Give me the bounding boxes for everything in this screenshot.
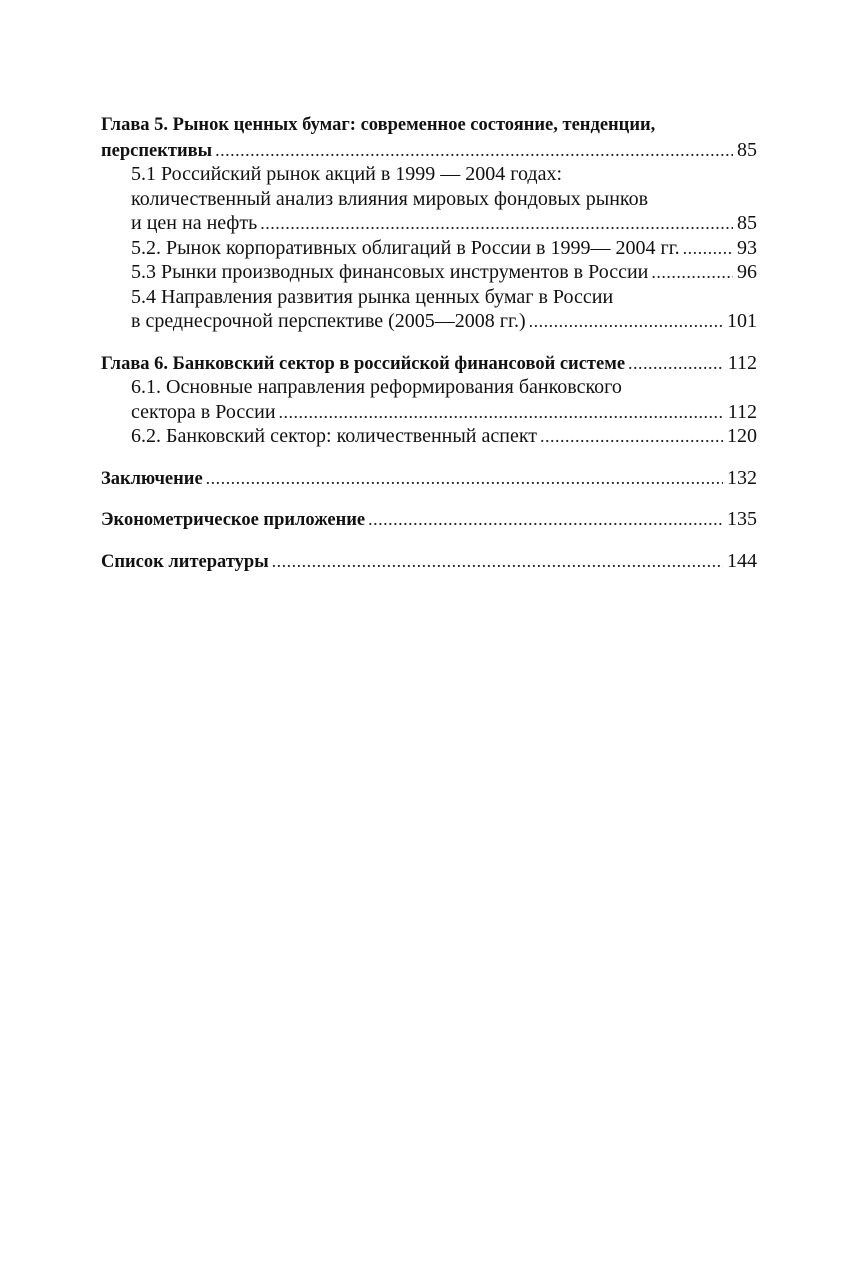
chapter-5-entry[interactable] (101, 138, 757, 163)
chapter-5-title-text: Глава 5. Рынок ценных бумаг: современное состояние, тенденции, (101, 115, 656, 135)
page-number: 132 (727, 466, 757, 489)
appendix-entry[interactable] (101, 507, 757, 532)
section-5-1-text: и цен на нефть (131, 212, 258, 234)
page-number: 93 (737, 236, 757, 259)
section-6-2-entry[interactable] (101, 424, 757, 449)
chapter-6-entry[interactable] (101, 351, 757, 376)
chapter-5-title-line2: перспективы (101, 140, 213, 161)
table-of-contents (101, 113, 757, 573)
section-5-3-text: 5.3 Рынки производных финансовых инструментов в России (131, 261, 649, 283)
section-6-1-text: 6.1. Основные направления реформирования банковского (131, 376, 622, 398)
references-entry[interactable] (101, 549, 757, 574)
spacer (101, 334, 757, 351)
conclusion-entry[interactable] (101, 466, 757, 491)
page-number: 112 (727, 351, 757, 374)
dot-leader (628, 351, 724, 376)
dot-leader (368, 507, 723, 532)
section-5-4-text: 5.4 Направления развития рынка ценных бумаг в России (131, 285, 614, 308)
chapter-5-title-line1 (101, 113, 757, 138)
dot-leader (651, 260, 733, 285)
dot-leader (272, 549, 723, 574)
spacer (101, 532, 757, 549)
section-5-1-text: количественный анализ влияния мировых фондовых рынков (131, 187, 649, 210)
section-5-2-entry[interactable] (101, 236, 757, 261)
page-number: 85 (737, 138, 757, 161)
page-number: 120 (727, 425, 757, 447)
section-5-2-text: 5.2. Рынок корпоративных облигаций в России в 1999— 2004 гг. (131, 236, 680, 259)
section-6-1-line1 (101, 375, 757, 400)
section-5-1-entry[interactable] (101, 211, 757, 236)
section-5-4-text: в среднесрочной перспективе (2005—2008 гг.) (131, 310, 526, 332)
spacer (101, 490, 757, 507)
dot-leader (279, 400, 724, 425)
dot-leader (215, 138, 733, 163)
dot-leader (260, 211, 733, 236)
dot-leader (206, 466, 723, 491)
appendix-title: Эконометрическое приложение (101, 510, 366, 530)
section-5-1-line1 (101, 162, 757, 187)
dot-leader (683, 236, 733, 261)
references-title: Список литературы (101, 551, 269, 572)
chapter-6-title: Глава 6. Банковский сектор в российской финансовой системе (101, 353, 626, 374)
section-5-1-text: 5.1 Российский рынок акций в 1999 — 2004 годах: (131, 163, 563, 185)
dot-leader (540, 424, 723, 449)
section-6-1-text: сектора в России (131, 400, 276, 423)
section-6-1-entry[interactable] (101, 400, 757, 425)
section-6-2-text: 6.2. Банковский сектор: количественный аспект (131, 425, 538, 447)
dot-leader (529, 309, 723, 334)
conclusion-title: Заключение (101, 468, 203, 489)
section-5-4-entry[interactable] (101, 309, 757, 334)
section-5-3-entry[interactable] (101, 260, 757, 285)
section-5-4-line1 (101, 285, 757, 310)
page-number: 96 (737, 261, 757, 283)
page-number: 144 (727, 549, 757, 572)
page-number: 85 (737, 212, 757, 234)
page-number: 112 (727, 400, 757, 423)
spacer (101, 449, 757, 466)
section-5-1-line2 (101, 187, 757, 212)
page-number: 135 (727, 508, 757, 530)
page-number: 101 (727, 310, 757, 332)
